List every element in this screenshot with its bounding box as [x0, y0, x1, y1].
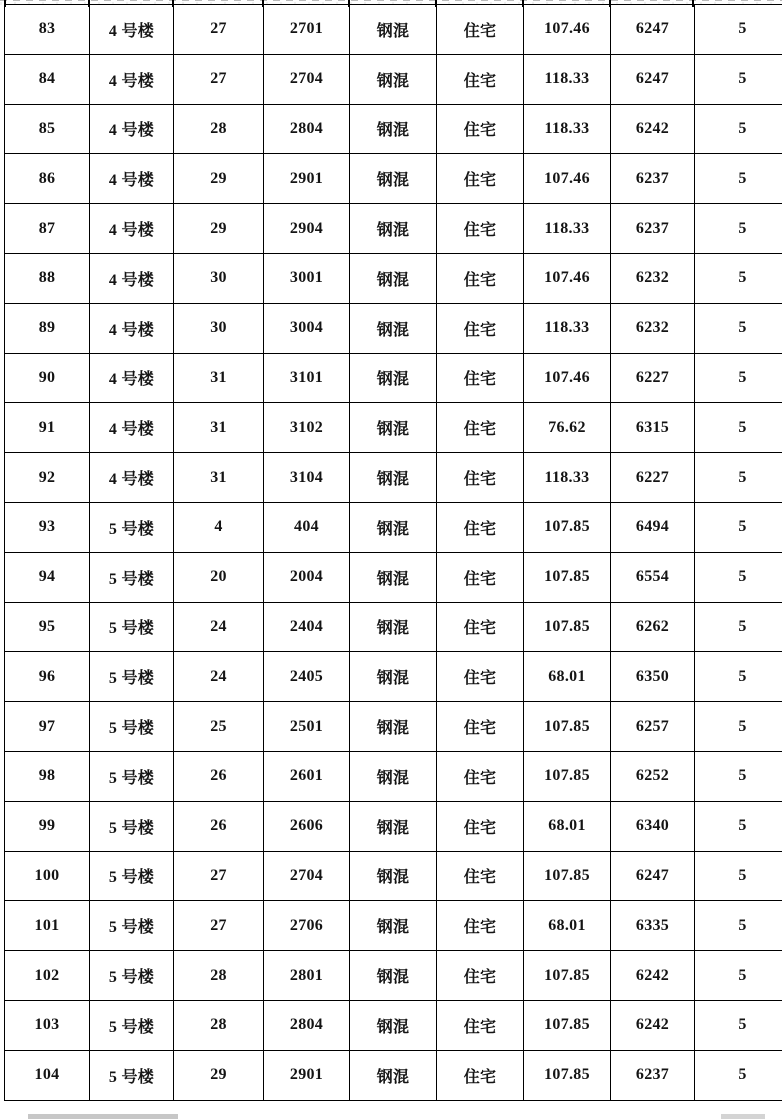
floor-cell: 27	[174, 851, 264, 901]
price-cell: 6247	[611, 851, 695, 901]
usage-cell: 住宅	[437, 154, 524, 204]
structure-cell: 钢混	[350, 453, 437, 503]
unit-cell: 404	[264, 502, 350, 552]
building-cell: 4 号楼	[90, 204, 174, 254]
floor-cell: 31	[174, 403, 264, 453]
structure-cell: 钢混	[350, 403, 437, 453]
seq-cell: 89	[5, 303, 90, 353]
building-cell: 5 号楼	[90, 951, 174, 1001]
table-row	[5, 602, 782, 652]
building-cell: 5 号楼	[90, 602, 174, 652]
seq-cell: 96	[5, 652, 90, 702]
building-cell: 4 号楼	[90, 5, 174, 55]
area-cell: 68.01	[524, 652, 611, 702]
status-cell: 5	[695, 602, 782, 652]
table-row	[5, 54, 782, 104]
building-cell: 4 号楼	[90, 453, 174, 503]
unit-cell: 3102	[264, 403, 350, 453]
seq-cell: 85	[5, 104, 90, 154]
table-row	[5, 154, 782, 204]
table-row	[5, 104, 782, 154]
unit-cell: 3004	[264, 303, 350, 353]
structure-cell: 钢混	[350, 253, 437, 303]
area-cell: 107.85	[524, 602, 611, 652]
price-cell: 6247	[611, 5, 695, 55]
usage-cell: 住宅	[437, 204, 524, 254]
usage-cell: 住宅	[437, 1000, 524, 1050]
floor-cell: 29	[174, 1050, 264, 1100]
price-cell: 6242	[611, 104, 695, 154]
usage-cell: 住宅	[437, 702, 524, 752]
table-row	[5, 353, 782, 403]
usage-cell: 住宅	[437, 303, 524, 353]
price-cell: 6227	[611, 353, 695, 403]
seq-cell: 104	[5, 1050, 90, 1100]
structure-cell: 钢混	[350, 303, 437, 353]
table-row	[5, 801, 782, 851]
floor-cell: 30	[174, 253, 264, 303]
table-row	[5, 652, 782, 702]
unit-cell: 2704	[264, 851, 350, 901]
usage-cell: 住宅	[437, 253, 524, 303]
floor-cell: 27	[174, 901, 264, 951]
building-cell: 5 号楼	[90, 751, 174, 801]
seq-cell: 100	[5, 851, 90, 901]
seq-cell: 88	[5, 253, 90, 303]
seq-cell: 103	[5, 1000, 90, 1050]
housing-price-listing-table	[4, 4, 782, 1101]
area-cell: 118.33	[524, 104, 611, 154]
price-cell: 6350	[611, 652, 695, 702]
area-cell: 107.85	[524, 1050, 611, 1100]
seq-cell: 90	[5, 353, 90, 403]
unit-cell: 3001	[264, 253, 350, 303]
scan-artifact-top-dashed-line	[0, 0, 782, 1]
structure-cell: 钢混	[350, 1000, 437, 1050]
status-cell: 5	[695, 1000, 782, 1050]
structure-cell: 钢混	[350, 951, 437, 1001]
table-row	[5, 851, 782, 901]
price-cell: 6494	[611, 502, 695, 552]
area-cell: 107.85	[524, 552, 611, 602]
table-row	[5, 552, 782, 602]
seq-cell: 93	[5, 502, 90, 552]
usage-cell: 住宅	[437, 403, 524, 453]
price-cell: 6247	[611, 54, 695, 104]
building-cell: 5 号楼	[90, 552, 174, 602]
status-cell: 5	[695, 502, 782, 552]
seq-cell: 99	[5, 801, 90, 851]
structure-cell: 钢混	[350, 801, 437, 851]
price-cell: 6232	[611, 303, 695, 353]
area-cell: 107.46	[524, 154, 611, 204]
price-cell: 6554	[611, 552, 695, 602]
unit-cell: 2601	[264, 751, 350, 801]
table-row	[5, 951, 782, 1001]
building-cell: 4 号楼	[90, 104, 174, 154]
building-cell: 5 号楼	[90, 652, 174, 702]
structure-cell: 钢混	[350, 502, 437, 552]
floor-cell: 24	[174, 652, 264, 702]
structure-cell: 钢混	[350, 54, 437, 104]
building-cell: 5 号楼	[90, 901, 174, 951]
status-cell: 5	[695, 552, 782, 602]
unit-cell: 2801	[264, 951, 350, 1001]
floor-cell: 20	[174, 552, 264, 602]
status-cell: 5	[695, 353, 782, 403]
usage-cell: 住宅	[437, 552, 524, 602]
building-cell: 4 号楼	[90, 154, 174, 204]
floor-cell: 25	[174, 702, 264, 752]
unit-cell: 2501	[264, 702, 350, 752]
unit-cell: 2706	[264, 901, 350, 951]
building-cell: 5 号楼	[90, 702, 174, 752]
seq-cell: 87	[5, 204, 90, 254]
usage-cell: 住宅	[437, 453, 524, 503]
structure-cell: 钢混	[350, 353, 437, 403]
structure-cell: 钢混	[350, 901, 437, 951]
status-cell: 5	[695, 951, 782, 1001]
table-row	[5, 702, 782, 752]
unit-cell: 2904	[264, 204, 350, 254]
area-cell: 68.01	[524, 801, 611, 851]
usage-cell: 住宅	[437, 751, 524, 801]
unit-cell: 2901	[264, 1050, 350, 1100]
building-cell: 5 号楼	[90, 1050, 174, 1100]
building-cell: 4 号楼	[90, 353, 174, 403]
status-cell: 5	[695, 303, 782, 353]
seq-cell: 101	[5, 901, 90, 951]
floor-cell: 28	[174, 104, 264, 154]
floor-cell: 4	[174, 502, 264, 552]
status-cell: 5	[695, 702, 782, 752]
status-cell: 5	[695, 751, 782, 801]
status-cell: 5	[695, 204, 782, 254]
usage-cell: 住宅	[437, 54, 524, 104]
usage-cell: 住宅	[437, 951, 524, 1001]
area-cell: 68.01	[524, 901, 611, 951]
price-cell: 6232	[611, 253, 695, 303]
area-cell: 118.33	[524, 303, 611, 353]
area-cell: 118.33	[524, 453, 611, 503]
floor-cell: 26	[174, 751, 264, 801]
status-cell: 5	[695, 901, 782, 951]
area-cell: 107.46	[524, 353, 611, 403]
status-cell: 5	[695, 253, 782, 303]
status-cell: 5	[695, 154, 782, 204]
status-cell: 5	[695, 104, 782, 154]
building-cell: 5 号楼	[90, 801, 174, 851]
unit-cell: 2004	[264, 552, 350, 602]
area-cell: 107.85	[524, 702, 611, 752]
price-cell: 6237	[611, 1050, 695, 1100]
seq-cell: 102	[5, 951, 90, 1001]
area-cell: 107.85	[524, 951, 611, 1001]
seq-cell: 91	[5, 403, 90, 453]
building-cell: 4 号楼	[90, 253, 174, 303]
unit-cell: 2704	[264, 54, 350, 104]
price-cell: 6252	[611, 751, 695, 801]
structure-cell: 钢混	[350, 552, 437, 602]
status-cell: 5	[695, 851, 782, 901]
unit-cell: 2701	[264, 5, 350, 55]
status-cell: 5	[695, 5, 782, 55]
floor-cell: 29	[174, 204, 264, 254]
table-row	[5, 5, 782, 55]
usage-cell: 住宅	[437, 851, 524, 901]
area-cell: 107.85	[524, 851, 611, 901]
price-cell: 6237	[611, 204, 695, 254]
area-cell: 107.46	[524, 5, 611, 55]
structure-cell: 钢混	[350, 602, 437, 652]
table-row	[5, 502, 782, 552]
usage-cell: 住宅	[437, 801, 524, 851]
structure-cell: 钢混	[350, 1050, 437, 1100]
usage-cell: 住宅	[437, 901, 524, 951]
area-cell: 107.85	[524, 502, 611, 552]
status-cell: 5	[695, 403, 782, 453]
structure-cell: 钢混	[350, 204, 437, 254]
area-cell: 107.85	[524, 1000, 611, 1050]
building-cell: 5 号楼	[90, 502, 174, 552]
floor-cell: 28	[174, 1000, 264, 1050]
seq-cell: 98	[5, 751, 90, 801]
structure-cell: 钢混	[350, 751, 437, 801]
building-cell: 5 号楼	[90, 851, 174, 901]
table-row	[5, 453, 782, 503]
status-cell: 5	[695, 54, 782, 104]
building-cell: 4 号楼	[90, 303, 174, 353]
floor-cell: 27	[174, 5, 264, 55]
unit-cell: 2606	[264, 801, 350, 851]
seq-cell: 84	[5, 54, 90, 104]
unit-cell: 2404	[264, 602, 350, 652]
status-cell: 5	[695, 1050, 782, 1100]
structure-cell: 钢混	[350, 851, 437, 901]
structure-cell: 钢混	[350, 104, 437, 154]
table-row	[5, 403, 782, 453]
table-row	[5, 1000, 782, 1050]
price-cell: 6262	[611, 602, 695, 652]
building-cell: 4 号楼	[90, 54, 174, 104]
floor-cell: 27	[174, 54, 264, 104]
seq-cell: 95	[5, 602, 90, 652]
unit-cell: 3101	[264, 353, 350, 403]
unit-cell: 2901	[264, 154, 350, 204]
floor-cell: 29	[174, 154, 264, 204]
area-cell: 107.46	[524, 253, 611, 303]
price-cell: 6227	[611, 453, 695, 503]
usage-cell: 住宅	[437, 652, 524, 702]
scan-artifact-bottom-left-patch	[28, 1114, 178, 1119]
price-cell: 6340	[611, 801, 695, 851]
price-cell: 6242	[611, 951, 695, 1001]
seq-cell: 92	[5, 453, 90, 503]
table-body	[5, 5, 782, 1101]
usage-cell: 住宅	[437, 353, 524, 403]
floor-cell: 31	[174, 353, 264, 403]
floor-cell: 24	[174, 602, 264, 652]
status-cell: 5	[695, 453, 782, 503]
usage-cell: 住宅	[437, 502, 524, 552]
unit-cell: 2804	[264, 104, 350, 154]
floor-cell: 26	[174, 801, 264, 851]
table-row	[5, 1050, 782, 1100]
unit-cell: 2405	[264, 652, 350, 702]
price-cell: 6335	[611, 901, 695, 951]
structure-cell: 钢混	[350, 652, 437, 702]
status-cell: 5	[695, 652, 782, 702]
table-row	[5, 253, 782, 303]
unit-cell: 2804	[264, 1000, 350, 1050]
usage-cell: 住宅	[437, 1050, 524, 1100]
area-cell: 118.33	[524, 54, 611, 104]
table-row	[5, 303, 782, 353]
structure-cell: 钢混	[350, 5, 437, 55]
area-cell: 76.62	[524, 403, 611, 453]
seq-cell: 97	[5, 702, 90, 752]
seq-cell: 94	[5, 552, 90, 602]
area-cell: 107.85	[524, 751, 611, 801]
seq-cell: 83	[5, 5, 90, 55]
floor-cell: 30	[174, 303, 264, 353]
usage-cell: 住宅	[437, 104, 524, 154]
price-cell: 6242	[611, 1000, 695, 1050]
usage-cell: 住宅	[437, 5, 524, 55]
building-cell: 5 号楼	[90, 1000, 174, 1050]
floor-cell: 28	[174, 951, 264, 1001]
price-cell: 6257	[611, 702, 695, 752]
scan-artifact-bottom-right-patch	[721, 1114, 765, 1119]
usage-cell: 住宅	[437, 602, 524, 652]
price-cell: 6315	[611, 403, 695, 453]
table-row	[5, 204, 782, 254]
floor-cell: 31	[174, 453, 264, 503]
building-cell: 4 号楼	[90, 403, 174, 453]
table-row	[5, 901, 782, 951]
seq-cell: 86	[5, 154, 90, 204]
structure-cell: 钢混	[350, 154, 437, 204]
unit-cell: 3104	[264, 453, 350, 503]
structure-cell: 钢混	[350, 702, 437, 752]
price-cell: 6237	[611, 154, 695, 204]
area-cell: 118.33	[524, 204, 611, 254]
table-row	[5, 751, 782, 801]
status-cell: 5	[695, 801, 782, 851]
